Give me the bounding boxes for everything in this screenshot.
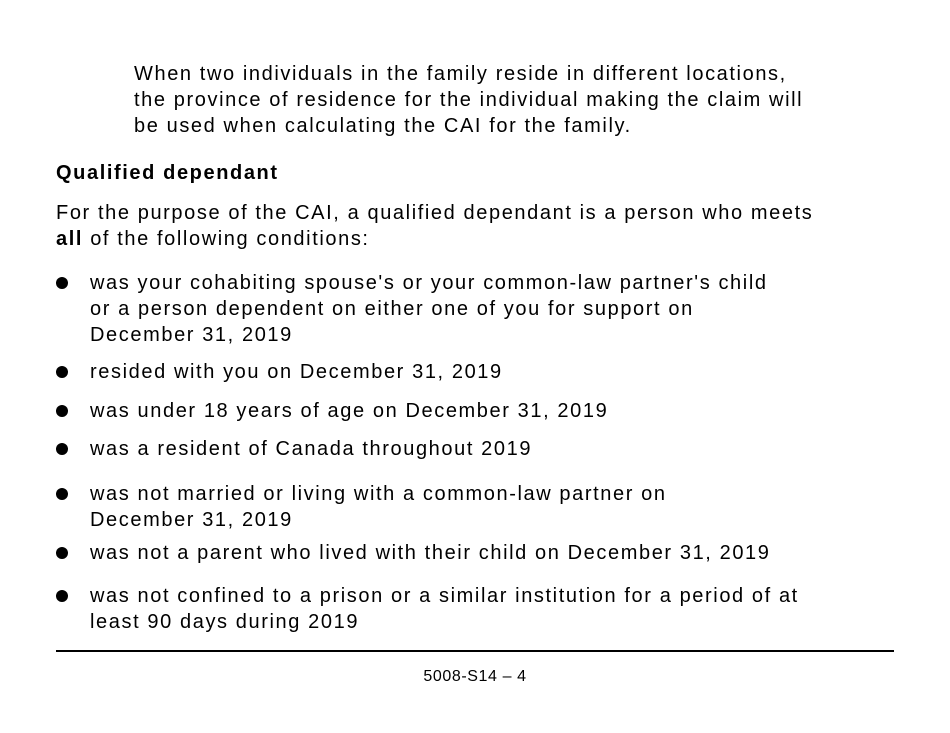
intro-paragraph	[134, 61, 904, 139]
condition-text: was your cohabiting spouse's or your common-law partner's child or a person dependent on either one of you for support on December 31, 2019	[90, 272, 768, 346]
bullet-icon	[56, 366, 68, 378]
bullet-icon	[56, 590, 68, 602]
section-heading: Qualified dependant	[56, 162, 279, 184]
bullet-icon	[56, 488, 68, 500]
footer-divider	[56, 650, 894, 652]
condition-text: was not a parent who lived with their child on December 31, 2019	[90, 542, 771, 564]
intro-line: be used when calculating the CAI for the family.	[134, 115, 632, 137]
lead-paragraph	[56, 200, 926, 252]
bullet-icon	[56, 443, 68, 455]
bullet-icon	[56, 405, 68, 417]
bullet-icon	[56, 547, 68, 559]
lead-rest: of the following conditions:	[83, 228, 370, 250]
page-number: 5008-S14 – 4	[423, 668, 527, 685]
lead-emphasis: all	[56, 228, 84, 250]
lead-line-2	[56, 226, 926, 252]
condition-text: was not married or living with a common-law partner on December 31, 2019	[90, 483, 667, 531]
condition-text: was a resident of Canada throughout 2019	[90, 438, 533, 460]
intro-line: When two individuals in the family reside in different locations,	[134, 63, 787, 85]
condition-text: was not confined to a prison or a similar institution for a period of at least 90 days during 2019	[90, 585, 799, 633]
condition-text: resided with you on December 31, 2019	[90, 361, 503, 383]
intro-line: the province of residence for the individual making the claim will	[134, 89, 804, 111]
condition-text: was under 18 years of age on December 31, 2019	[90, 400, 609, 422]
bullet-icon	[56, 277, 68, 289]
lead-line: For the purpose of the CAI, a qualified dependant is a person who meets	[56, 202, 814, 224]
